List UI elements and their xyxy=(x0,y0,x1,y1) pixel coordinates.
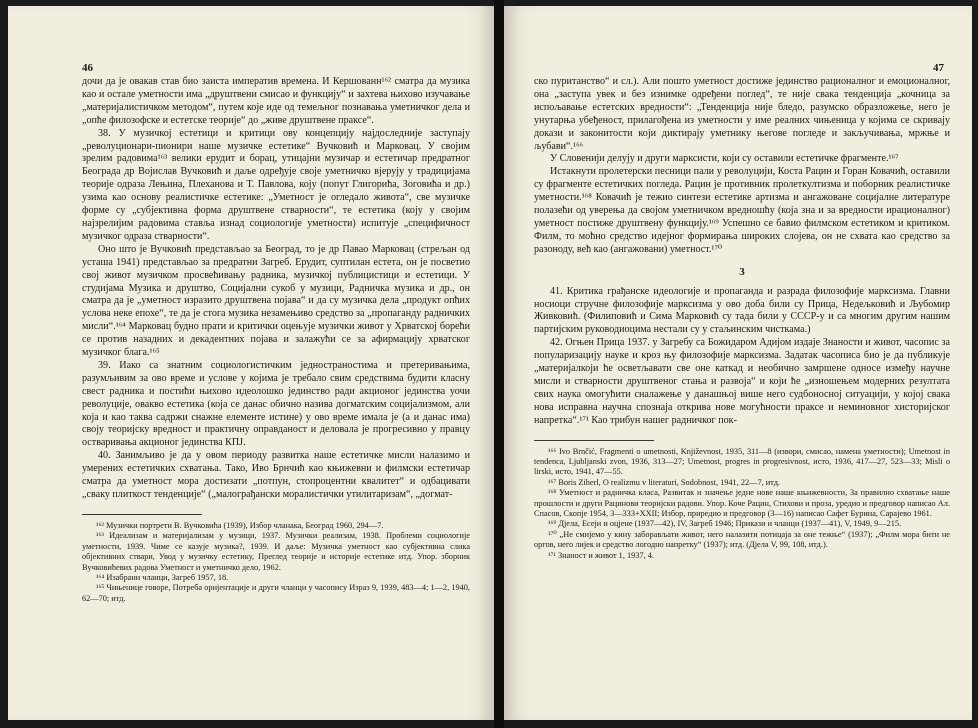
paragraph: 42. Огњен Прица 1937. у Загребу са Божидаром Адијом издаје Знаности и живот, часопис за популаризацију науке и кроз њу филозофије марксизма. Задатак часописа био је да публикује „материјалкоји ће осветљавати све оне каткад и необично замршене односе између научне мисли и стварности друштвеног стања и развоја“ и који ће „изношењем модерних резултата свих наука омогућити сналажење у данашњој више него судбоносној ситуацији, у којој свака нова исправна научна спознаја открива нове могућности праксе и неминовног хисторијског напретка“.¹⁷¹ Као трибун нашег радничког пок- xyxy=(534,337,950,426)
section-number: 3 xyxy=(739,265,745,278)
footnote: ¹⁶⁸ Уметност и радничка класа, Развитак и значење једне нове наше књижевности, За правилно схватање наше прошлости и други Рацинови теоријски радови. Упор. Коче Рацин, Стихови и проза, уредио и предговор написао Ал. Спасов, Скопје 1954, 3—333+XXII; Избор, приредио и предговор (3—16) написао Сафет Бурина, Сарајево 1961. xyxy=(534,488,950,518)
footnote: ¹⁶⁶ Ivo Brnčić, Fragmenti o umetnosti, Književnost, 1935, 311—8 (извори, смисао, намена уметности); Umetnost in tendenca, Ljubljanski zvon, 1936, 313—27; Umetnost, progres in progresivnost, исто, 1936, 417—27, 523—33; Misli o lirski, исто, 1941, 47—55. xyxy=(534,446,950,477)
right-body-text xyxy=(534,76,950,428)
paragraph: Оно што је Вучковић представљао за Београд, то је др Павао Марковац (стрељан од усташа 1941) представљао за предратни Загреб. Ерудит, суптилан естета, он је посветио свој живот музичком просвећивању радника, музичкој публицистици и естетици. У студијама Музика и друштво, Социјални сукоб у музици, Радничка музика и др., он сматра да је „уметност изразито друштвена појава“ и да су музичка дела „продукт опћих услова неке епохе“, те да је стога музика незамењиво средство за „пропаганду радничких мисли“.¹⁶⁴ Марковац будно прати и критички оцењује музички живот у Хрватској борећи се против назадних и декадентних појава и залажући се за афирмацију хрватског музичког блага.¹⁶⁵ xyxy=(82,243,470,359)
footnote: ¹⁶² Музички портрети В. Вучковића (1939), Избор чланака, Београд 1960, 294—7. xyxy=(96,520,384,530)
footnote: ¹⁶⁵ Чињенице говоре, Потреба оријентације и други чланци у часопису Израз 9, 1939, 483—4; 1—2, 1940, 62—70; итд. xyxy=(82,583,470,603)
footnote: ¹⁶⁴ Изабрани чланци, Загреб 1957, 18. xyxy=(96,572,229,582)
paragraph: 38. У музичкој естетици и критици ову концепцију најдоследније заступају „револуционари-пионири наше музичке естетике“ Вучковић и Марковац. У својим зрелим радовима¹⁶³ велики ерудит и борац, утицајни музичар и естетичар предратног Београда др Војислав Вучковић и даље одређује своје уметничко вјерују у традицијама теорије одраза Лењина, Плеханова и Т. Павлова, коју (попут Глигорића, Зоговића и др.) узима као основу реалистичке естетике: „Уметност је огледало живота“, све музичке форме су „субјективна форма друштвене стварности“, те естетика (коју у својим најзрелијим радовима ставља изнад социологије уметности) испитује „специфичност музичког одраза стварности“. xyxy=(82,127,470,242)
paragraph: У Словенији делују и други марксисти, који су оставили естетичке фрагменте.¹⁶⁷ xyxy=(550,153,899,165)
paragraph: 41. Критика грађанске идеологије и пропаганда и разрада филозофије марксизма. Главни носиоци стручне филозофије марксизма у ово доба били су Прица, Недељковић и Љубомир Живковић. (Филиповић и Сима Марковић су тада били у СССР-у и са многим другим нашим партијским руководиоцима нестали су у стаљинским чисткама.) xyxy=(534,285,950,336)
paragraph: 39. Иако са знатним социологистичким једностраностима и претеривањима, разумљивим за ово време и услове у којима је требало свим средствима будити класну свест радника и постићи њихово идеолошко јединство ради акционог јединства уочи револуције, овакво естетика (која се данас обично назива догматским социјализмом, али која и као таква садржи снажне елементе истине) у ово време имала је (а и данас има) своју теоријску вредност и практичну оправданост и деловала је прогресивно у правцу остваривања акционог јединства КПЈ. xyxy=(82,359,470,449)
paragraph: Истакнути пролетерски песници пали у револуцији, Коста Рацин и Горан Ковачић, оставили су фрагменте естетичких погледа. Рацин је противник пролеткултизма и поборник реалистичке уметности.¹⁶⁸ Ковачић је тежио синтези естетике артизма и ангажоване социјалне литературе полазећи од уверења да својом уметничком вредношћу (која зна и за вредности ирационалног) уметност постиже друштвену функцију.¹⁶⁹ Успешно се бавио филмском естетиком и критиком. Филм, то моћно средство идејног формирања широких слојева, он не схвата као средство за разоноду, већ као (ангажовани) уметност.¹⁷⁰ xyxy=(534,166,950,255)
paragraph: дочи да је овакав став био заиста императив времена. И Кершованн¹⁶² сматра да музика као и остале уметности има „друштвени смисао и функцију“ и захтева њихово изучавање „материјалистичком методом“, путем које иде од темељног познавања уметничког дела и „опће филозофске и естетске теорије“ до „живе друштвене праксе“. xyxy=(82,76,470,126)
left-footnotes xyxy=(82,521,470,604)
footnote: ¹⁷⁰ „Не смијемо у кину заборављати живот, него налазити потицаја за оне тежње“ (1937); „Филм мора бити не оргов, него лијек и средство логодно напретку“ (1937); итд. (Дјела V, 99, 108, итд.). xyxy=(534,529,950,550)
paragraph: ско пуританство“ и сл.). Али пошто уметност достиже јединство рационалног и емоционалног, она „заступа увек и без изнимке одређени поглед“, те није свака тенденција „кочница за испољавање естетских вредности“: „Тенденција није бледо, разумско образложење, него је унутарња убеђеност, прилагођена из уметности у име реалних чињеница у којима се скривају докази и законитости који диктирају уметнику његове погледе и закључивања, мржње и љубави“.¹⁶⁶ xyxy=(534,76,950,152)
book-gutter xyxy=(494,0,504,728)
footnote: ¹⁶⁹ Дјела, Есеји и оцјене (1937—42), IV, Загреб 1946; Прикази и чланци (1937—41), V, 1949, 9—215. xyxy=(548,519,902,529)
right-footnotes xyxy=(534,447,950,561)
footnote-divider xyxy=(82,514,202,515)
left-body-text xyxy=(82,76,470,502)
footnote-divider xyxy=(534,440,654,441)
footnote: ¹⁶³ Идеализам и материјализам у музици, 1937. Музички реализам, 1938. Проблеми социологије уметности, 1939. Чиме се казује музика?, 1939. И даље: Музичка уметност као субјективна слика објективних ствари, Увод у музичку естетику, Преглед теорије и историје естетике итд. Упор. зборник Вучковићевих радова Уметност и уметничко дело, 1962. xyxy=(82,531,470,572)
right-page xyxy=(504,6,972,720)
footnote: ¹⁶⁷ Boris Ziherl, O realizmu v literaturi, Sodobnost, 1941, 22—7, итд. xyxy=(548,477,780,487)
page-number-right: 47 xyxy=(933,62,944,74)
paragraph: 40. Занимљиво је да у овом периоду развитка наше естетичке мисли налазимо и умерених естетичких схватања. Тако, Иво Брнчић као књижевни и филмски естетичар сматра да уметност мора достизати „потпун, стопроцентни квалитет“ и одбацивати „сваку плиткост тенденције“ („малограђански моралистички утилитаризам“, „догмат- xyxy=(82,450,470,500)
left-page xyxy=(8,6,494,720)
footnote: ¹⁷¹ Знаност и живот 1, 1937, 4. xyxy=(548,550,654,560)
page-number-left: 46 xyxy=(82,62,93,74)
